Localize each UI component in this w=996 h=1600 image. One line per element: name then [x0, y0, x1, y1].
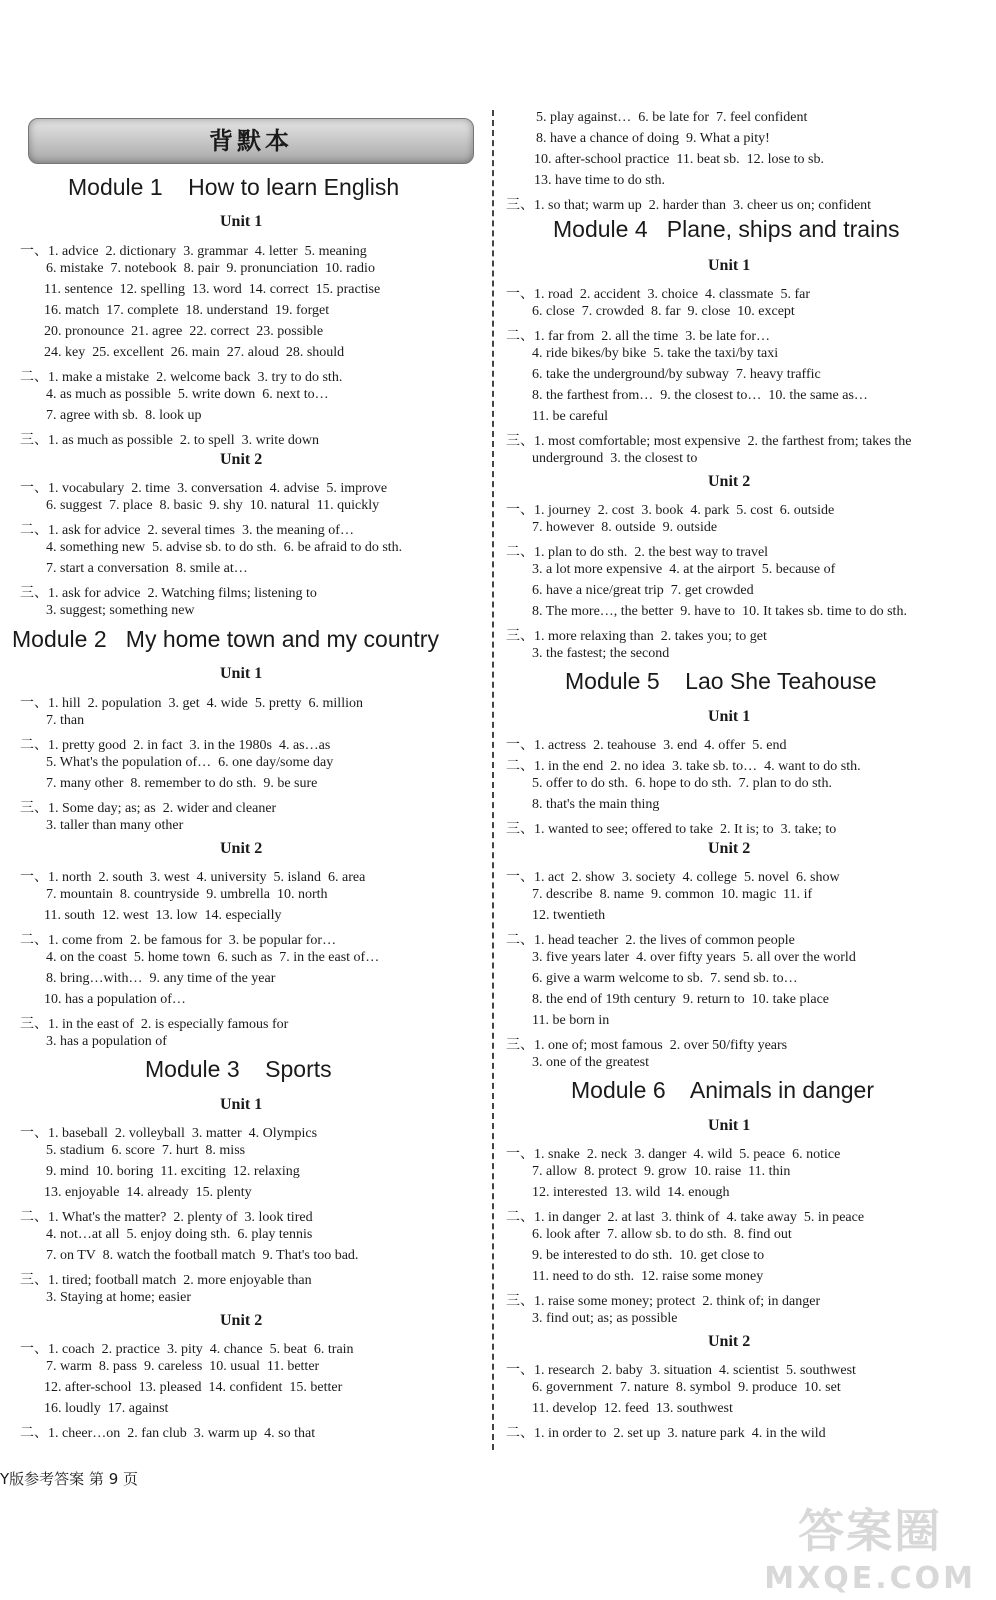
- answer-line: 一、1. actress 2. teahouse 3. end 4. offer 5. end: [506, 738, 787, 753]
- answer-line: 7. on TV 8. watch the football match 9. That's too bad.: [46, 1248, 359, 1263]
- answer-line: 二、1. far from 2. all the time 3. be late for…: [506, 329, 770, 344]
- unit-heading: Unit 2: [708, 840, 751, 857]
- answer-line: 二、1. pretty good 2. in fact 3. in the 1980s 4. as…as: [20, 738, 331, 753]
- unit-heading: Unit 2: [220, 840, 263, 857]
- answer-line: 三、1. one of; most famous 2. over 50/fifty years: [506, 1038, 788, 1053]
- watermark-logo: [764, 1495, 976, 1596]
- unit-heading: Unit 1: [708, 1117, 751, 1134]
- answer-line: 24. key 25. excellent 26. main 27. aloud 28. should: [44, 345, 345, 360]
- answer-line: 11. be careful: [532, 409, 609, 424]
- answer-line: 10. has a population of…: [44, 992, 186, 1007]
- answer-line: 8. the end of 19th century 9. return to 10. take place: [532, 992, 830, 1007]
- answer-line: 12. after-school 13. pleased 14. confident 15. better: [44, 1380, 343, 1395]
- answer-line: 3. the fastest; the second: [532, 646, 670, 661]
- unit-heading: Unit 2: [220, 451, 263, 468]
- answer-line: 一、1. baseball 2. volleyball 3. matter 4. Olympics: [20, 1126, 318, 1141]
- answer-line: 三、1. most comfortable; most expensive 2. the farthest from; takes the: [506, 434, 912, 449]
- answer-line: 三、1. wanted to see; offered to take 2. It is; to 3. take; to: [506, 822, 837, 837]
- answer-line: 4. not…at all 5. enjoy doing sth. 6. play tennis: [46, 1227, 313, 1242]
- answer-line: underground 3. the closest to: [532, 451, 698, 466]
- answer-line: 二、1. head teacher 2. the lives of common people: [506, 933, 795, 948]
- answer-line: 一、1. snake 2. neck 3. danger 4. wild 5. peace 6. notice: [506, 1147, 841, 1162]
- answer-line: 7. than: [46, 713, 85, 728]
- answer-line: 二、1. in the end 2. no idea 3. take sb. to… 4. want to do sth.: [506, 759, 861, 774]
- module-heading: Module 2 My home town and my country: [12, 626, 439, 652]
- answer-line: 三、1. raise some money; protect 2. think of; in danger: [506, 1294, 821, 1309]
- answer-line: 11. sentence 12. spelling 13. word 14. correct 15. practise: [44, 282, 381, 297]
- answer-line: 13. enjoyable 14. already 15. plenty: [44, 1185, 252, 1200]
- answer-line: 3. taller than many other: [46, 818, 184, 833]
- answer-line: 4. on the coast 5. home town 6. such as 7. in the east of…: [46, 950, 380, 965]
- answer-line: 二、1. make a mistake 2. welcome back 3. try to do sth.: [20, 370, 343, 385]
- answer-line: 7. mountain 8. countryside 9. umbrella 10. north: [46, 887, 328, 902]
- answer-line: 5. What's the population of… 6. one day/some day: [46, 755, 334, 770]
- answer-line: 三、1. so that; warm up 2. harder than 3. cheer us on; confident: [506, 198, 872, 213]
- answer-line: 3. a lot more expensive 4. at the airport 5. because of: [532, 562, 836, 577]
- answer-line: 8. bring…with… 9. any time of the year: [46, 971, 276, 986]
- answer-line: 8. that's the main thing: [532, 797, 660, 812]
- answer-line: 11. south 12. west 13. low 14. especially: [44, 908, 282, 923]
- answer-line: 5. offer to do sth. 6. hope to do sth. 7. plan to do sth.: [532, 776, 832, 791]
- answer-line: 7. warm 8. pass 9. careless 10. usual 11. better: [46, 1359, 320, 1374]
- answer-line: 6. have a nice/great trip 7. get crowded: [532, 583, 754, 598]
- answer-line: 3. find out; as; as possible: [532, 1311, 678, 1326]
- watermark-line2: MXQE.COM: [764, 1561, 976, 1596]
- answer-line: 6. look after 7. allow sb. to do sth. 8. find out: [532, 1227, 792, 1242]
- answer-line: 12. interested 13. wild 14. enough: [532, 1185, 730, 1200]
- module-heading: Module 1 How to learn English: [68, 174, 400, 200]
- answer-line: 3. one of the greatest: [532, 1055, 650, 1070]
- answer-line: 6. government 7. nature 8. symbol 9. produce 10. set: [532, 1380, 841, 1395]
- answer-line: 12. twentieth: [532, 908, 606, 923]
- answer-line: 8. the farthest from… 9. the closest to… 10. the same as…: [532, 388, 868, 403]
- unit-heading: Unit 2: [708, 473, 751, 490]
- module-heading: Module 4 Plane, ships and trains: [553, 216, 900, 242]
- page-footer: Y版参考答案 第 9 页: [0, 1470, 139, 1488]
- answer-line: 10. after-school practice 11. beat sb. 12. lose to sb.: [534, 152, 825, 167]
- module-heading: Module 5 Lao She Teahouse: [565, 668, 877, 694]
- answer-line: 16. match 17. complete 18. understand 19. forget: [44, 303, 330, 318]
- answer-line: 7. start a conversation 8. smile at…: [46, 561, 248, 576]
- answer-line: 一、1. journey 2. cost 3. book 4. park 5. cost 6. outside: [506, 503, 835, 518]
- answer-line: 三、1. as much as possible 2. to spell 3. write down: [20, 433, 320, 448]
- answer-line: 7. describe 8. name 9. common 10. magic 11. if: [532, 887, 813, 902]
- answer-line: 一、1. research 2. baby 3. situation 4. scientist 5. southwest: [506, 1363, 856, 1378]
- answer-line: 6. suggest 7. place 8. basic 9. shy 10. natural 11. quickly: [46, 498, 380, 513]
- unit-heading: Unit 2: [220, 1312, 263, 1329]
- answer-line: 9. be interested to do sth. 10. get close to: [532, 1248, 765, 1263]
- answer-line: 16. loudly 17. against: [44, 1401, 169, 1416]
- answer-line: 一、1. north 2. south 3. west 4. university 5. island 6. area: [20, 870, 366, 885]
- answer-line: 7. agree with sb. 8. look up: [46, 408, 202, 423]
- answer-line: 二、1. What's the matter? 2. plenty of 3. look tired: [20, 1210, 313, 1225]
- unit-heading: Unit 1: [220, 1096, 263, 1113]
- answer-line: 三、1. Some day; as; as 2. wider and cleaner: [20, 801, 277, 816]
- answer-line: 3. five years later 4. over fifty years 5. all over the world: [532, 950, 856, 965]
- answer-line: 一、1. vocabulary 2. time 3. conversation 4. advise 5. improve: [20, 481, 388, 496]
- answer-line: 三、1. more relaxing than 2. takes you; to get: [506, 629, 767, 644]
- answer-line: 11. need to do sth. 12. raise some money: [532, 1269, 764, 1284]
- answer-line: 9. mind 10. boring 11. exciting 12. relaxing: [46, 1164, 300, 1179]
- answer-line: 二、1. cheer…on 2. fan club 3. warm up 4. so that: [20, 1426, 316, 1441]
- answer-line: 二、1. ask for advice 2. several times 3. the meaning of…: [20, 523, 354, 538]
- answer-line: 6. close 7. crowded 8. far 9. close 10. except: [532, 304, 795, 319]
- answer-line: 二、1. in order to 2. set up 3. nature park 4. in the wild: [506, 1426, 826, 1441]
- answer-line: 三、1. tired; football match 2. more enjoyable than: [20, 1273, 312, 1288]
- answer-line: 6. take the underground/by subway 7. heavy traffic: [532, 367, 821, 382]
- banner-title: 背默本: [28, 118, 474, 164]
- answer-line: 5. stadium 6. score 7. hurt 8. miss: [46, 1143, 246, 1158]
- answer-line: 6. mistake 7. notebook 8. pair 9. pronunciation 10. radio: [46, 261, 375, 276]
- answer-line: 3. Staying at home; easier: [46, 1290, 192, 1305]
- answer-line: 三、1. ask for advice 2. Watching films; listening to: [20, 586, 317, 601]
- answer-line: 4. ride bikes/by bike 5. take the taxi/by taxi: [532, 346, 779, 361]
- answer-line: 三、1. in the east of 2. is especially famous for: [20, 1017, 289, 1032]
- module-heading: Module 3 Sports: [145, 1056, 332, 1082]
- answer-line: 7. allow 8. protect 9. grow 10. raise 11. thin: [532, 1164, 791, 1179]
- answer-line: 二、1. plan to do sth. 2. the best way to travel: [506, 545, 769, 560]
- unit-heading: Unit 1: [708, 708, 751, 725]
- answer-line: 8. have a chance of doing 9. What a pity!: [536, 131, 770, 146]
- answer-line: 8. The more…, the better 9. have to 10. It takes sb. time to do sth.: [532, 604, 907, 619]
- answer-line: 4. as much as possible 5. write down 6. next to…: [46, 387, 329, 402]
- answer-line: 6. give a warm welcome to sb. 7. send sb. to…: [532, 971, 798, 986]
- answer-line: 一、1. act 2. show 3. society 4. college 5. novel 6. show: [506, 870, 840, 885]
- watermark-line1: 答案圈: [798, 1504, 943, 1558]
- answer-line: 一、1. advice 2. dictionary 3. grammar 4. letter 5. meaning: [20, 244, 367, 259]
- answer-line: 一、1. hill 2. population 3. get 4. wide 5. pretty 6. million: [20, 696, 363, 711]
- answer-line: 二、1. come from 2. be famous for 3. be popular for…: [20, 933, 337, 948]
- column-divider: [492, 110, 494, 1450]
- answer-line: 一、1. coach 2. practice 3. pity 4. chance 5. beat 6. train: [20, 1342, 354, 1357]
- answer-line: 二、1. in danger 2. at last 3. think of 4. take away 5. in peace: [506, 1210, 865, 1225]
- unit-heading: Unit 2: [708, 1333, 751, 1350]
- unit-heading: Unit 1: [220, 213, 263, 230]
- answer-line: 7. however 8. outside 9. outside: [532, 520, 718, 535]
- answer-line: 7. many other 8. remember to do sth. 9. be sure: [46, 776, 318, 791]
- answer-line: 3. has a population of: [46, 1034, 167, 1049]
- unit-heading: Unit 1: [220, 665, 263, 682]
- unit-heading: Unit 1: [708, 257, 751, 274]
- module-heading: Module 6 Animals in danger: [571, 1077, 875, 1103]
- answer-line: 11. be born in: [532, 1013, 610, 1028]
- answer-line: 3. suggest; something new: [46, 603, 195, 618]
- answer-line: 11. develop 12. feed 13. southwest: [532, 1401, 733, 1416]
- answer-line: 5. play against… 6. be late for 7. feel confident: [536, 110, 808, 125]
- answer-line: 一、1. road 2. accident 3. choice 4. classmate 5. far: [506, 287, 811, 302]
- answer-line: 13. have time to do sth.: [534, 173, 666, 188]
- answer-line: 20. pronounce 21. agree 22. correct 23. possible: [44, 324, 324, 339]
- answer-line: 4. something new 5. advise sb. to do sth. 6. be afraid to do sth.: [46, 540, 403, 555]
